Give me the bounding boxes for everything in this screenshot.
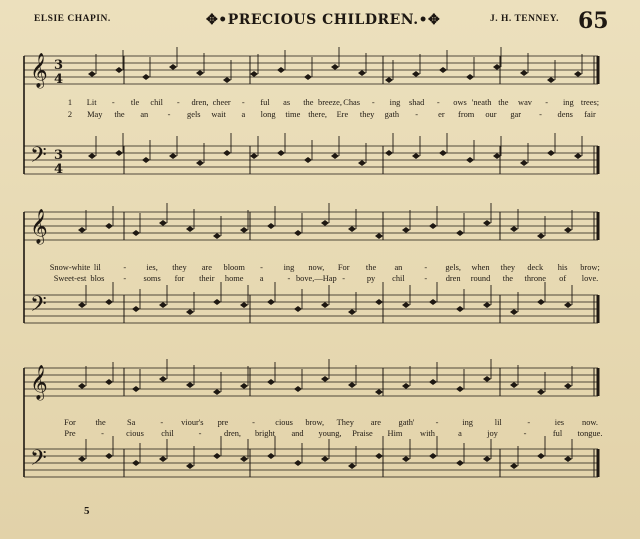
bass-note	[412, 153, 420, 159]
lyric-syllable: 2	[67, 110, 73, 119]
bass-note	[213, 453, 221, 459]
treble-note	[294, 230, 302, 236]
lyric-syllable: -	[545, 98, 549, 107]
treble-note	[574, 71, 582, 77]
bass-note	[132, 460, 140, 466]
treble-note	[240, 227, 248, 233]
bass-note	[240, 456, 248, 462]
treble-note	[169, 64, 177, 70]
treble-note	[429, 379, 437, 385]
lyric-syllable: -	[123, 274, 127, 283]
lyric-syllable: -	[241, 98, 245, 107]
treble-note	[196, 70, 204, 76]
lyric-syllable: -	[101, 429, 104, 438]
lyric-syllable: when	[471, 263, 490, 272]
treble-note	[267, 223, 275, 229]
lyric-syllable: for	[174, 274, 185, 283]
treble-note	[547, 77, 555, 83]
bass-note	[159, 302, 167, 308]
bass-note	[294, 306, 302, 312]
lyric-syllable: 'neath	[471, 98, 492, 107]
treble-note	[510, 226, 518, 232]
treble-note	[483, 220, 491, 226]
lyricist-credit: ELSIE CHAPIN.	[34, 14, 111, 24]
bass-note	[304, 157, 312, 163]
lyric-syllable: now.	[582, 418, 598, 427]
lyric-syllable: -	[111, 98, 115, 107]
treble-note	[213, 233, 221, 239]
lyric-syllable: -	[539, 110, 542, 119]
lyric-syllable: -	[527, 418, 531, 427]
bass-note	[348, 463, 356, 469]
lyric-syllable: gels	[187, 110, 201, 119]
bass-note	[537, 299, 545, 305]
bass-note	[331, 153, 339, 159]
treble-note	[105, 223, 113, 229]
bass-note	[186, 463, 194, 469]
lyric-syllable: -	[287, 274, 291, 283]
bass-clef-icon: 𝄢	[30, 143, 47, 173]
lyric-syllable: -	[123, 263, 127, 272]
bass-note	[169, 153, 177, 159]
bass-note	[402, 302, 410, 308]
lyric-syllable: ing	[562, 98, 574, 107]
treble-clef-icon: 𝄞	[30, 365, 48, 400]
lyric-syllable: -	[435, 418, 439, 427]
composer-credit: J. H. TENNEY.	[490, 14, 560, 24]
treble-note	[240, 383, 248, 389]
title-ornament-right: •✥	[418, 12, 441, 28]
lyric-syllable: Ere	[336, 110, 349, 119]
lyric-syllable: ows	[453, 98, 467, 107]
time-signature-top: 3	[54, 58, 64, 73]
treble-note	[466, 74, 474, 80]
treble-note	[375, 233, 383, 239]
lyric-syllable: chil	[161, 429, 174, 438]
lyric-syllable: our	[485, 110, 497, 119]
treble-note	[537, 389, 545, 395]
lyric-syllable: they	[500, 263, 516, 272]
lyric-syllable: Snow-white	[49, 263, 91, 272]
lyric-syllable: the	[114, 110, 125, 119]
lyric-syllable: dens	[557, 110, 573, 119]
lyric-line-s1-v1	[0, 98, 640, 110]
lyric-syllable: there,	[308, 110, 328, 119]
lyric-syllable: lil	[93, 263, 101, 272]
lyric-syllable: gath	[384, 110, 400, 119]
bass-note	[429, 453, 437, 459]
treble-note	[213, 389, 221, 395]
treble-note	[402, 227, 410, 233]
lyric-syllable: -	[252, 418, 255, 427]
hymn-title	[206, 12, 440, 28]
lyric-syllable: and	[291, 429, 304, 438]
lyric-syllable: -	[371, 98, 375, 107]
lyric-syllable: they	[359, 110, 375, 119]
bass-note	[277, 150, 285, 156]
bass-note	[439, 150, 447, 156]
lyric-syllable: They	[336, 418, 354, 427]
lyric-syllable: For	[337, 263, 350, 272]
lyric-syllable: -	[424, 263, 428, 272]
page-number: 65	[578, 8, 609, 34]
title-text: PRECIOUS CHILDREN.	[227, 12, 419, 28]
time-signature-bottom: 4	[54, 72, 64, 87]
lyric-syllable: the	[95, 418, 106, 427]
bass-note	[510, 309, 518, 315]
treble-note	[78, 383, 86, 389]
lyric-syllable: -	[260, 263, 263, 272]
treble-note	[159, 376, 167, 382]
bass-note	[385, 150, 393, 156]
bass-note	[78, 302, 86, 308]
treble-note	[439, 67, 447, 73]
bass-note	[132, 306, 140, 312]
lyric-syllable: Chas	[343, 98, 361, 107]
treble-note	[456, 386, 464, 392]
treble-note	[105, 379, 113, 385]
bass-note	[547, 150, 555, 156]
lyric-syllable: -	[424, 274, 428, 283]
treble-note	[277, 67, 285, 73]
lyric-syllable: dren	[445, 274, 461, 283]
bass-note	[78, 456, 86, 462]
lyric-syllable: tle	[130, 98, 140, 107]
bass-note	[483, 456, 491, 462]
treble-note	[223, 77, 231, 83]
treble-note	[321, 220, 329, 226]
bass-note	[564, 302, 572, 308]
lyric-syllable: May	[87, 110, 103, 119]
lyric-syllable: deck	[527, 263, 544, 272]
lyric-syllable: lil	[494, 418, 502, 427]
lyric-syllable: fair	[584, 110, 596, 119]
lyric-syllable: ing	[389, 98, 401, 107]
lyric-syllable: Him	[387, 429, 403, 438]
treble-note	[132, 386, 140, 392]
lyric-syllable: gar	[510, 110, 522, 119]
treble-clef-icon: 𝄞	[30, 209, 48, 244]
bass-note	[520, 160, 528, 166]
bass-note	[196, 160, 204, 166]
treble-staff	[24, 56, 598, 84]
bass-note	[88, 153, 96, 159]
bass-staff	[24, 295, 598, 323]
lyric-syllable: wav	[518, 98, 532, 107]
bass-note	[537, 453, 545, 459]
lyric-syllable: gath'	[398, 418, 415, 427]
lyric-syllable: -	[167, 110, 171, 119]
treble-note	[520, 70, 528, 76]
lyric-syllable: -	[198, 429, 202, 438]
lyric-syllable: his	[557, 263, 568, 272]
treble-note	[304, 74, 312, 80]
treble-note	[564, 383, 572, 389]
bass-clef-icon: 𝄢	[30, 292, 47, 322]
lyric-syllable: an	[140, 110, 149, 119]
lyric-syllable: the	[498, 98, 509, 107]
treble-note	[186, 226, 194, 232]
lyric-syllable: -	[176, 98, 180, 107]
lyric-syllable: -	[523, 429, 527, 438]
lyric-syllable: ful	[260, 98, 270, 107]
bass-note	[321, 456, 329, 462]
lyric-syllable: chil	[150, 98, 163, 107]
bass-note	[105, 453, 113, 459]
lyric-syllable: love.	[581, 274, 599, 283]
lyric-syllable: viour's	[181, 418, 204, 427]
treble-clef-icon: 𝄞	[30, 53, 48, 88]
bass-note	[267, 453, 275, 459]
bass-note	[115, 150, 123, 156]
treble-note	[483, 376, 491, 382]
lyric-syllable: the	[365, 263, 377, 272]
treble-note	[510, 382, 518, 388]
lyric-syllable: bove,—Hap	[295, 274, 337, 283]
lyric-syllable: trees;	[580, 98, 600, 107]
bass-note	[456, 460, 464, 466]
bass-note	[105, 299, 113, 305]
lyric-syllable: gels,	[445, 263, 461, 272]
lyric-syllable: throne	[524, 274, 546, 283]
lyric-syllable: their	[199, 274, 215, 283]
lyric-syllable: Sa	[126, 418, 136, 427]
lyric-syllable: cious	[275, 418, 293, 427]
treble-note	[385, 77, 393, 83]
lyric-syllable: time	[285, 110, 301, 119]
treble-note	[564, 227, 572, 233]
lyric-syllable: -	[436, 98, 440, 107]
treble-note	[132, 230, 140, 236]
lyric-syllable: home	[224, 274, 244, 283]
bass-note	[375, 299, 383, 305]
lyric-syllable: Praise	[352, 429, 373, 438]
lyric-syllable: joy	[487, 429, 498, 438]
lyric-syllable: cious	[126, 429, 144, 438]
treble-note	[186, 382, 194, 388]
lyric-syllable: an	[394, 263, 403, 272]
bass-note	[429, 299, 437, 305]
bass-note	[213, 299, 221, 305]
time-signature-top: 3	[54, 148, 64, 163]
lyric-syllable: -	[415, 110, 419, 119]
bass-note	[186, 309, 194, 315]
lyric-syllable: cheer	[212, 98, 231, 107]
lyric-syllable: now,	[308, 263, 325, 272]
bass-note	[240, 302, 248, 308]
lyric-syllable: 1	[67, 98, 73, 107]
lyric-syllable: Lit	[86, 98, 97, 107]
treble-note	[429, 223, 437, 229]
lyric-syllable: with	[420, 429, 435, 438]
bass-clef-icon: 𝄢	[30, 446, 47, 476]
bass-note	[321, 302, 329, 308]
lyric-syllable: tongue.	[577, 429, 603, 438]
time-signature-bottom: 4	[54, 162, 64, 177]
lyric-syllable: the	[303, 98, 314, 107]
treble-note	[358, 70, 366, 76]
lyric-syllable: ies	[554, 418, 565, 427]
lyric-syllable: soms	[143, 274, 161, 283]
title-ornament-left: ✥•	[206, 12, 228, 28]
lyric-syllable: wait	[211, 110, 226, 119]
bass-note	[402, 456, 410, 462]
lyric-line-s1-v2	[0, 110, 640, 122]
lyric-syllable: a	[241, 110, 246, 119]
lyric-syllable: chil	[392, 274, 405, 283]
bass-note	[348, 309, 356, 315]
lyric-line-s3-v2	[0, 429, 640, 441]
bass-note	[294, 460, 302, 466]
treble-note	[402, 383, 410, 389]
lyric-syllable: breeze,	[318, 98, 342, 107]
treble-note	[375, 389, 383, 395]
bass-note	[456, 306, 464, 312]
lyric-syllable: of	[559, 274, 567, 283]
treble-note	[321, 376, 329, 382]
lyric-syllable: bloom	[223, 263, 245, 272]
treble-note	[159, 220, 167, 226]
treble-note	[115, 67, 123, 73]
lyric-syllable: a	[259, 274, 264, 283]
treble-note	[331, 64, 339, 70]
bass-note	[250, 153, 258, 159]
treble-note	[294, 386, 302, 392]
lyric-syllable: as	[283, 98, 291, 107]
bass-note	[574, 153, 582, 159]
bass-note	[483, 302, 491, 308]
lyric-syllable: ful	[552, 429, 563, 438]
lyric-syllable: the	[502, 274, 514, 283]
bass-note	[358, 160, 366, 166]
lyric-syllable: a	[458, 429, 462, 438]
lyric-syllable: round	[470, 274, 491, 283]
bass-note	[159, 456, 167, 462]
lyric-syllable: Pre	[64, 429, 76, 438]
lyric-syllable: they	[172, 263, 187, 272]
lyric-syllable: brow,	[305, 418, 325, 427]
bass-note	[223, 150, 231, 156]
signature-mark: 5	[84, 505, 90, 517]
bass-note	[466, 157, 474, 163]
bass-note	[375, 453, 383, 459]
lyric-syllable: ing	[283, 263, 295, 272]
lyric-syllable: are	[201, 263, 212, 272]
treble-note	[348, 226, 356, 232]
treble-note	[88, 71, 96, 77]
bass-note	[267, 299, 275, 305]
lyric-syllable: pre	[217, 418, 229, 427]
treble-note	[142, 74, 150, 80]
lyric-syllable: long	[260, 110, 276, 119]
lyric-syllable: ing	[462, 418, 473, 427]
lyric-line-s2-v2	[0, 274, 640, 286]
lyric-syllable: py	[366, 274, 376, 283]
treble-note	[537, 233, 545, 239]
lyric-syllable: Sweet-est	[53, 274, 87, 283]
lyric-syllable: young,	[318, 429, 342, 438]
lyric-syllable: -	[342, 274, 346, 283]
lyric-syllable: are	[370, 418, 381, 427]
treble-note	[348, 382, 356, 388]
bass-note	[510, 463, 518, 469]
treble-note	[456, 230, 464, 236]
lyric-syllable: bright	[254, 429, 276, 438]
lyric-syllable: For	[64, 418, 76, 427]
bass-note	[142, 157, 150, 163]
lyric-syllable: dren,	[224, 429, 241, 438]
lyric-syllable: brow;	[580, 263, 600, 272]
bass-note	[564, 456, 572, 462]
treble-note	[267, 379, 275, 385]
lyric-syllable: er	[438, 110, 445, 119]
bass-staff	[24, 449, 598, 477]
lyric-syllable: from	[458, 110, 475, 119]
treble-note	[78, 227, 86, 233]
lyric-syllable: dren,	[191, 98, 209, 107]
treble-note	[412, 71, 420, 77]
treble-note	[250, 71, 258, 77]
lyric-syllable: shad	[408, 98, 425, 107]
lyric-syllable: ies,	[146, 263, 158, 272]
lyric-syllable: -	[160, 418, 164, 427]
lyric-syllable: blos	[90, 274, 105, 283]
